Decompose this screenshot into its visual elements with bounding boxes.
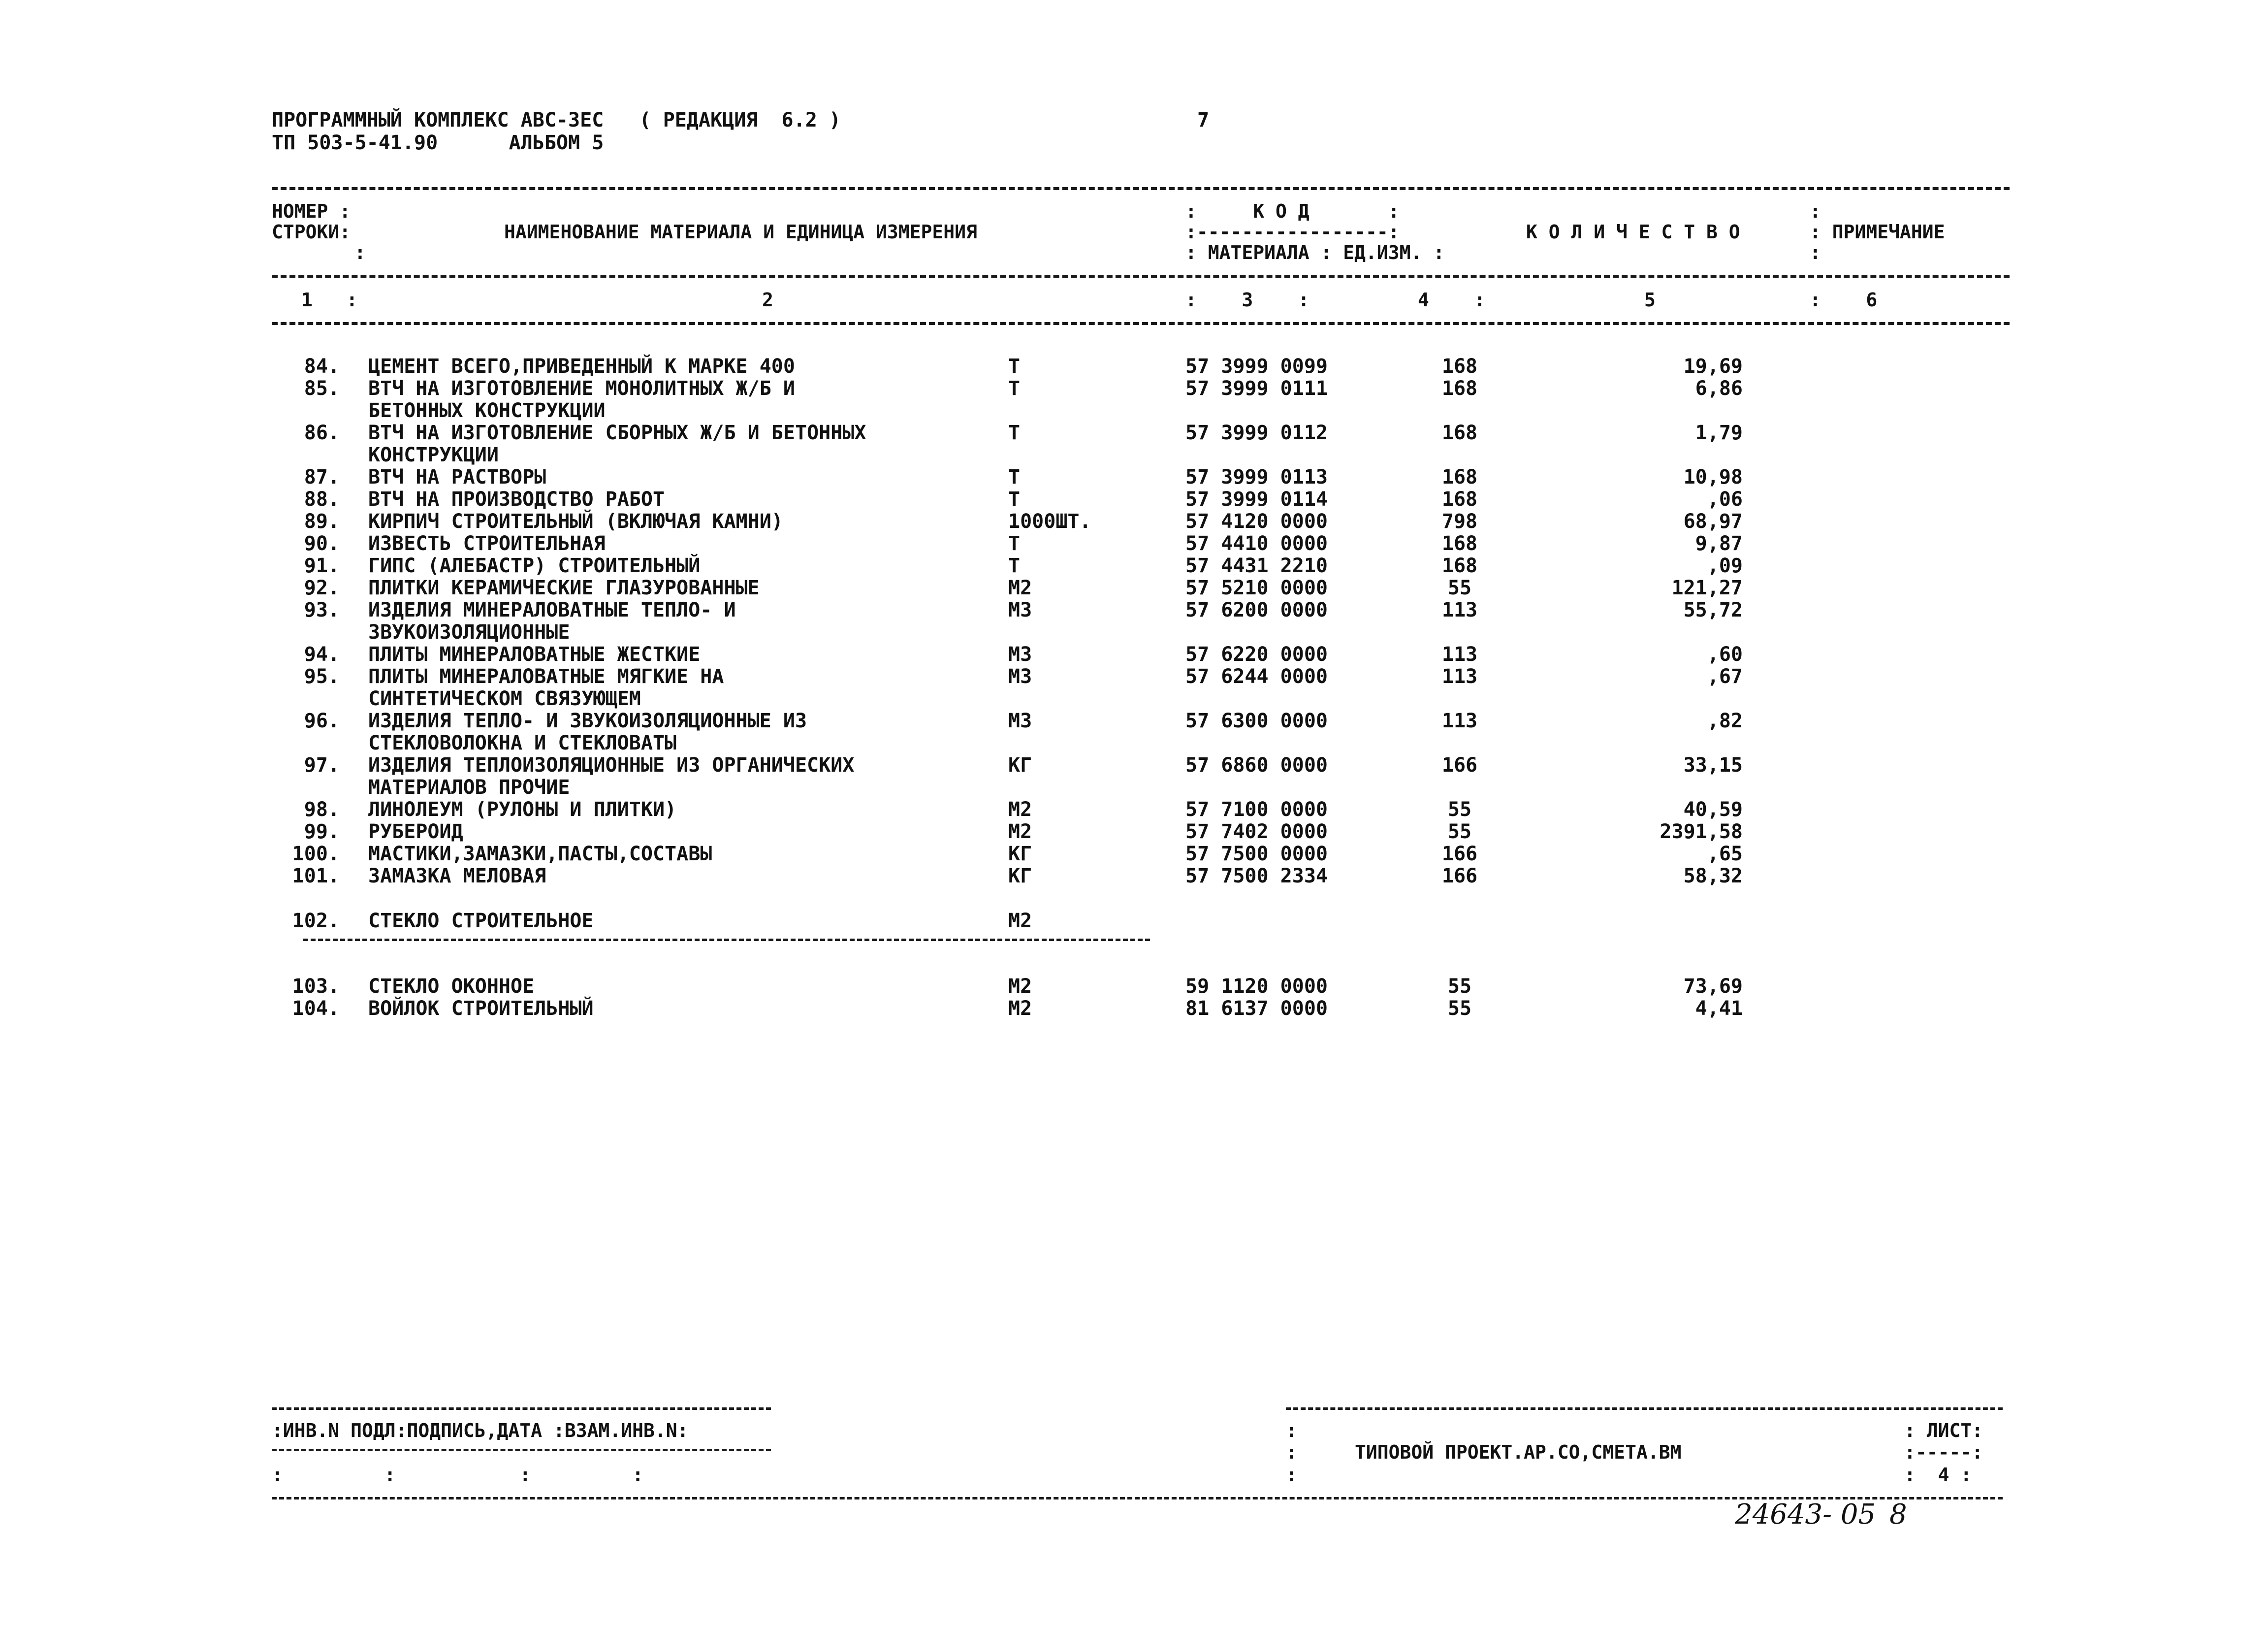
- measure-code: 166: [1441, 843, 1478, 865]
- material-name-line: ЗАМАЗКА МЕЛОВАЯ: [368, 865, 546, 887]
- material-code: 59 1120 0000: [1185, 975, 1328, 998]
- table-row: [0, 866, 2268, 889]
- unit-of-measure: М3: [1008, 665, 1032, 688]
- col1-label-line1: НОМЕР :: [272, 200, 351, 222]
- measure-code: 113: [1441, 599, 1478, 621]
- unit-of-measure: М2: [1008, 577, 1032, 599]
- material-code: 57 7402 0000: [1185, 820, 1328, 843]
- footer-left-middle-rule: [272, 1449, 771, 1451]
- quantity-value: ,60: [1707, 643, 1743, 666]
- measure-code: 168: [1441, 422, 1478, 444]
- row-number: 104.: [292, 997, 340, 1020]
- handwritten-number: 24643- 05: [1735, 1499, 1876, 1531]
- material-name-line: ИЗДЕЛИЯ ТЕПЛОИЗОЛЯЦИОННЫЕ ИЗ ОРГАНИЧЕСКИХ: [368, 754, 855, 777]
- row-number: 98.: [304, 798, 340, 821]
- row-number: 96.: [304, 710, 340, 732]
- measure-code: 113: [1441, 665, 1478, 688]
- sheet-separator: :-----:: [1904, 1441, 1983, 1463]
- measure-code: 168: [1441, 532, 1478, 555]
- material-name-line: РУБЕРОИД: [368, 820, 463, 843]
- col1-label-line3: :: [354, 242, 366, 263]
- material-code: 57 7100 0000: [1185, 798, 1328, 821]
- table-row: [0, 977, 2268, 999]
- material-code: 57 6860 0000: [1185, 754, 1328, 777]
- measure-code: 55: [1447, 798, 1472, 821]
- material-name-line: МАТЕРИАЛОВ ПРОЧИЕ: [368, 776, 570, 799]
- table-row: [0, 844, 2268, 867]
- quantity-value: 68,97: [1683, 510, 1743, 533]
- unit-of-measure: М3: [1008, 599, 1032, 621]
- material-name-line: ГИПС (АЛЕБАСТР) СТРОИТЕЛЬНЫЙ: [368, 554, 701, 577]
- quantity-value: ,67: [1707, 665, 1743, 688]
- material-name-line: КИРПИЧ СТРОИТЕЛЬНЫЙ (ВКЛЮЧАЯ КАМНИ): [368, 510, 783, 533]
- material-code: 57 6200 0000: [1185, 599, 1328, 621]
- footer-right-top-rule: [1286, 1407, 2003, 1410]
- unit-of-measure: КГ: [1008, 865, 1032, 887]
- unit-of-measure: Т: [1008, 377, 1021, 400]
- unit-of-measure: Т: [1008, 488, 1021, 511]
- quantity-value: 1,79: [1695, 422, 1743, 444]
- material-name-line: БЕТОННЫХ КОНСТРУКЦИИ: [368, 399, 606, 422]
- material-name-line: СТЕКЛОВОЛОКНА И СТЕКЛОВАТЫ: [368, 732, 677, 754]
- row-number: 93.: [304, 599, 340, 621]
- material-name-line: ВОЙЛОК СТРОИТЕЛЬНЫЙ: [368, 997, 594, 1020]
- material-name-line: ВТЧ НА ПРОИЗВОДСТВО РАБОТ: [368, 488, 665, 511]
- quantity-value: 33,15: [1683, 754, 1743, 777]
- material-name-line: ВТЧ НА РАСТВОРЫ: [368, 466, 546, 489]
- material-code: 57 3999 0099: [1185, 355, 1328, 378]
- row-number: 90.: [304, 532, 340, 555]
- table-row: [0, 556, 2268, 579]
- quantity-value: 4,41: [1695, 997, 1743, 1020]
- unit-of-measure: КГ: [1008, 843, 1032, 865]
- measure-code: 113: [1441, 710, 1478, 732]
- unit-of-measure: КГ: [1008, 754, 1032, 777]
- code-title: : К О Д :: [1185, 200, 1400, 222]
- unit-of-measure: М2: [1008, 820, 1032, 843]
- note-colon-top: :: [1810, 200, 1821, 222]
- col-number-6: : 6: [1810, 289, 1878, 311]
- sheet-label: : ЛИСТ:: [1904, 1420, 1983, 1441]
- footer-colon-b: :: [1286, 1441, 1297, 1463]
- row-number: 89.: [304, 510, 340, 533]
- row-number: 85.: [304, 377, 340, 400]
- material-code: 57 3999 0112: [1185, 422, 1328, 444]
- measure-code: 798: [1441, 510, 1478, 533]
- page-number: 7: [1197, 109, 1210, 131]
- row-number: 91.: [304, 554, 340, 577]
- material-name-line: КОНСТРУКЦИИ: [368, 444, 499, 466]
- unit-of-measure: Т: [1008, 532, 1021, 555]
- table-row: [0, 534, 2268, 556]
- col-number-4: 4 :: [1418, 289, 1486, 311]
- table-row: [0, 422, 2268, 466]
- measure-code: 168: [1441, 377, 1478, 400]
- measure-code: 55: [1447, 975, 1472, 998]
- material-code: 57 7500 0000: [1185, 843, 1328, 865]
- table-row: [0, 754, 2268, 799]
- material-name-line: ЗВУКОИЗОЛЯЦИОННЫЕ: [368, 621, 570, 644]
- table-row: [0, 665, 2268, 710]
- quantity-value: 2391,58: [1660, 820, 1743, 843]
- measure-code: 168: [1441, 488, 1478, 511]
- row-number: 94.: [304, 643, 340, 666]
- row-number: 102.: [292, 910, 340, 932]
- row-number: 86.: [304, 422, 340, 444]
- col-number-3: : 3 :: [1185, 289, 1310, 311]
- code-separator: :-----------------:: [1185, 221, 1400, 243]
- quantity-value: 6,86: [1695, 377, 1743, 400]
- row-number: 92.: [304, 577, 340, 599]
- table-row: [0, 357, 2268, 379]
- quantity-value: ,09: [1707, 554, 1743, 577]
- table-row: [0, 822, 2268, 845]
- row-number: 99.: [304, 820, 340, 843]
- col1-label-line2: СТРОКИ:: [272, 221, 351, 243]
- measure-code: 55: [1447, 820, 1472, 843]
- quantity-value: ,06: [1707, 488, 1743, 511]
- material-name-line: ПЛИТКИ КЕРАМИЧЕСКИЕ ГЛАЗУРОВАННЫЕ: [368, 577, 760, 599]
- material-name-line: ИЗВЕСТЬ СТРОИТЕЛЬНАЯ: [368, 532, 606, 555]
- code-subheader: : МАТЕРИАЛА : ЕД.ИЗМ. :: [1185, 242, 1445, 263]
- material-name-line: ИЗДЕЛИЯ МИНЕРАЛОВАТНЫЕ ТЕПЛО- И: [368, 599, 736, 621]
- material-name-line: ЦЕМЕНТ ВСЕГО,ПРИВЕДЕННЫЙ К МАРКЕ 400: [368, 355, 795, 378]
- material-name-line: ПЛИТЫ МИНЕРАЛОВАТНЫЕ ЖЕСТКИЕ: [368, 643, 701, 666]
- table-row: [0, 710, 2268, 754]
- unit-of-measure: М3: [1008, 643, 1032, 666]
- quantity-value: 40,59: [1683, 798, 1743, 821]
- note-label: : ПРИМЕЧАНИЕ: [1810, 221, 1945, 243]
- material-name-line: ПЛИТЫ МИНЕРАЛОВАТНЫЕ МЯГКИЕ НА: [368, 665, 724, 688]
- unit-of-measure: М3: [1008, 710, 1032, 732]
- measure-code: 168: [1441, 466, 1478, 489]
- material-name-line: СИНТЕТИЧЕСКОМ СВЯЗУЮЩЕМ: [368, 687, 641, 710]
- sheet-number: : 4 :: [1904, 1464, 1972, 1486]
- note-colon-bottom: :: [1810, 242, 1821, 263]
- material-code: 57 3999 0114: [1185, 488, 1328, 511]
- footer-colon-a: :: [1286, 1420, 1297, 1441]
- measure-code: 166: [1441, 865, 1478, 887]
- table-row: [0, 489, 2268, 512]
- footer-colon-c: :: [1286, 1464, 1297, 1486]
- quantity-value: 55,72: [1683, 599, 1743, 621]
- material-code: 57 3999 0111: [1185, 377, 1328, 400]
- material-code: 57 4431 2210: [1185, 554, 1328, 577]
- quantity-value: 9,87: [1695, 532, 1743, 555]
- material-name-line: ИЗДЕЛИЯ ТЕПЛО- И ЗВУКОИЗОЛЯЦИОННЫЕ ИЗ: [368, 710, 807, 732]
- measure-code: 55: [1447, 997, 1472, 1020]
- row-number: 88.: [304, 488, 340, 511]
- col-number-1: 1 :: [301, 289, 358, 311]
- footer-left-cells: : : : :: [272, 1464, 643, 1486]
- header-bottom-rule: [272, 322, 2010, 325]
- quantity-value: ,65: [1707, 843, 1743, 865]
- material-code: 57 4410 0000: [1185, 532, 1328, 555]
- unit-of-measure: 1000ШТ.: [1008, 510, 1091, 533]
- row-number: 101.: [292, 865, 340, 887]
- material-name-line: ВТЧ НА ИЗГОТОВЛЕНИЕ МОНОЛИТНЫХ Ж/Б И: [368, 377, 795, 400]
- material-name-line: МАСТИКИ,ЗАМАЗКИ,ПАСТЫ,СОСТАВЫ: [368, 843, 712, 865]
- material-code: 57 3999 0113: [1185, 466, 1328, 489]
- col-number-5: 5: [1644, 289, 1656, 311]
- quantity-value: 19,69: [1683, 355, 1743, 378]
- row-number: 97.: [304, 754, 340, 777]
- material-name-line: СТЕКЛО ОКОННОЕ: [368, 975, 535, 998]
- measure-code: 168: [1441, 355, 1478, 378]
- unit-of-measure: Т: [1008, 466, 1021, 489]
- group-separator-rule: [303, 939, 1150, 941]
- project-subtitle: ТП 503-5-41.90 АЛЬБОМ 5: [272, 131, 604, 154]
- table-row: [0, 800, 2268, 822]
- col2-label: НАИМЕНОВАНИЕ МАТЕРИАЛА И ЕДИНИЦА ИЗМЕРЕНИЯ: [504, 221, 977, 243]
- unit-of-measure: М2: [1008, 997, 1032, 1020]
- program-title: ПРОГРАММНЫЙ КОМПЛЕКС АВС-3ЕС ( РЕДАКЦИЯ 6.2 ): [272, 109, 841, 131]
- quantity-value: 58,32: [1683, 865, 1743, 887]
- row-number: 95.: [304, 665, 340, 688]
- unit-of-measure: Т: [1008, 554, 1021, 577]
- table-row: [0, 578, 2268, 601]
- material-code: 57 6300 0000: [1185, 710, 1328, 732]
- unit-of-measure: М2: [1008, 798, 1032, 821]
- material-code: 57 5210 0000: [1185, 577, 1328, 599]
- unit-of-measure: М2: [1008, 975, 1032, 998]
- material-code: 81 6137 0000: [1185, 997, 1328, 1020]
- unit-of-measure: Т: [1008, 422, 1021, 444]
- footer-left-header: :ИНВ.N ПОДЛ:ПОДПИСЬ,ДАТА :ВЗАМ.ИНВ.N:: [272, 1420, 689, 1441]
- quantity-value: 73,69: [1683, 975, 1743, 998]
- handwritten-page: 8: [1889, 1499, 1907, 1531]
- table-row: [0, 645, 2268, 667]
- table-row: [0, 911, 2268, 934]
- quantity-value: 121,27: [1671, 577, 1743, 599]
- material-code: 57 6244 0000: [1185, 665, 1328, 688]
- material-name-line: СТЕКЛО СТРОИТЕЛЬНОЕ: [368, 910, 594, 932]
- row-number: 84.: [304, 355, 340, 378]
- unit-of-measure: М2: [1008, 910, 1032, 932]
- header-top-rule: [272, 187, 2010, 190]
- material-code: 57 7500 2334: [1185, 865, 1328, 887]
- unit-of-measure: Т: [1008, 355, 1021, 378]
- table-row: [0, 467, 2268, 490]
- row-number: 87.: [304, 466, 340, 489]
- col-number-2: 2: [762, 289, 773, 311]
- table-row: [0, 599, 2268, 644]
- material-name-line: ЛИНОЛЕУМ (РУЛОНЫ И ПЛИТКИ): [368, 798, 677, 821]
- quantity-label: К О Л И Ч Е С Т В О: [1526, 221, 1740, 243]
- row-number: 100.: [292, 843, 340, 865]
- row-number: 103.: [292, 975, 340, 998]
- material-code: 57 4120 0000: [1185, 510, 1328, 533]
- table-row: [0, 999, 2268, 1021]
- table-row: [0, 377, 2268, 422]
- quantity-value: ,82: [1707, 710, 1743, 732]
- footer-left-top-rule: [272, 1407, 771, 1410]
- material-name-line: ВТЧ НА ИЗГОТОВЛЕНИЕ СБОРНЫХ Ж/Б И БЕТОННЫХ: [368, 422, 866, 444]
- measure-code: 168: [1441, 554, 1478, 577]
- table-row: [0, 512, 2268, 534]
- header-middle-rule: [272, 275, 2010, 278]
- quantity-value: 10,98: [1683, 466, 1743, 489]
- measure-code: 166: [1441, 754, 1478, 777]
- measure-code: 55: [1447, 577, 1472, 599]
- material-code: 57 6220 0000: [1185, 643, 1328, 666]
- measure-code: 113: [1441, 643, 1478, 666]
- stamp-title: ТИПОВОЙ ПРОЕКТ.АР.СО,СМЕТА.ВМ: [1355, 1441, 1682, 1463]
